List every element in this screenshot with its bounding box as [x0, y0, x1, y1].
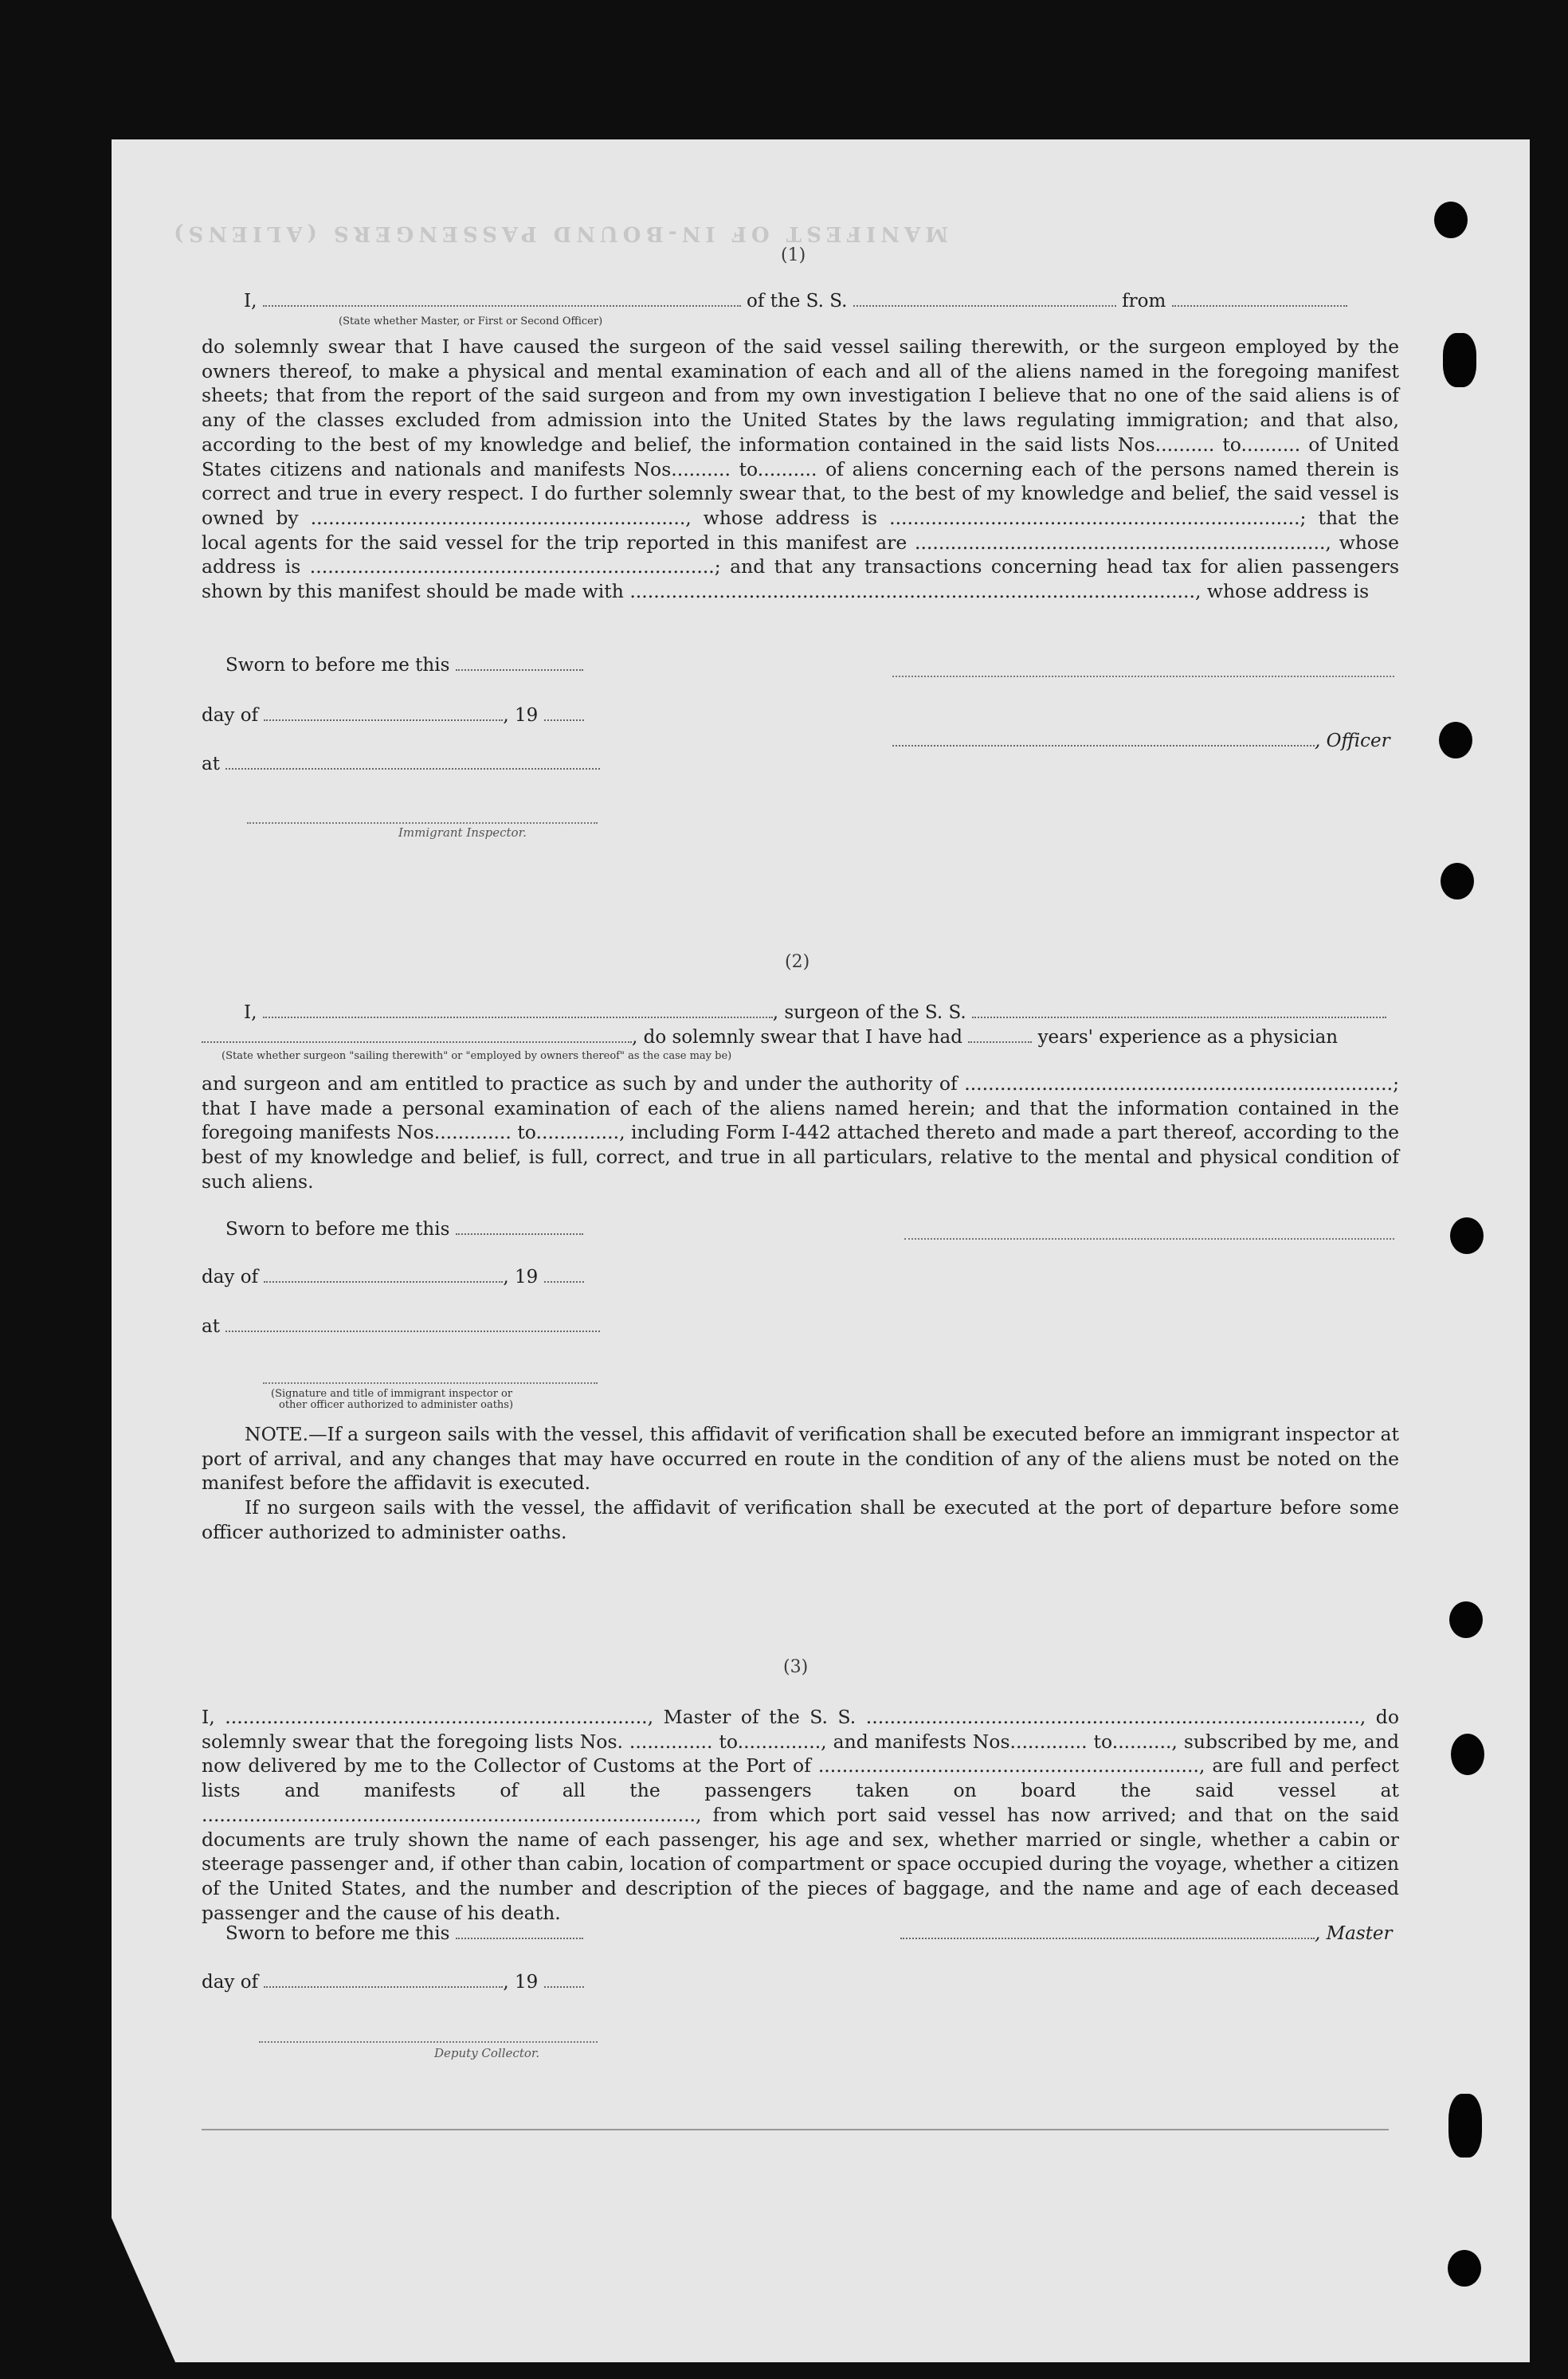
- section1-line1: [244, 291, 1347, 312]
- section1-from: from: [1122, 291, 1166, 312]
- blank-line: [968, 1041, 1032, 1043]
- year-label: , 19: [503, 1972, 539, 1993]
- blank-line: [544, 1985, 584, 1988]
- note-paragraph: [202, 1422, 1399, 1545]
- blank-line: [900, 1937, 1315, 1939]
- binder-hole: [1448, 2250, 1481, 2287]
- binder-hole: [1451, 1734, 1484, 1775]
- year-label: , 19: [503, 1267, 539, 1287]
- collector-signature-line: [259, 2040, 598, 2043]
- blank-line: [972, 1016, 1386, 1018]
- at-label: at: [202, 754, 220, 774]
- blank-line: [544, 1280, 584, 1283]
- inspector-signature-line: [263, 1381, 598, 1384]
- section-number: (2): [785, 952, 810, 972]
- inspector-signature-line: [247, 821, 598, 824]
- note-para-2: If no surgeon sails with the vessel, the affidavit of verification shall be executed at the port of departure before some officer authorized to administer oaths.: [202, 1496, 1399, 1543]
- at-label: at: [202, 1316, 220, 1337]
- note-para-1: NOTE.—If a surgeon sails with the vessel, this affidavit of verification shall be executed before an immigrant inspector at port of arrival, and any changes that may have occurred en route in the condition of any of the aliens must be noted on the manifest before the affidavit is executed.: [202, 1423, 1399, 1495]
- year-label: , 19: [503, 705, 539, 726]
- section3-sworn: [225, 1923, 583, 1944]
- blank-line: [456, 1233, 583, 1235]
- section1-of-ss: of the S. S.: [747, 291, 848, 312]
- sig-note-1: (Signature and title of immigrant inspector or: [271, 1388, 513, 1400]
- blank-line: [225, 767, 600, 770]
- blank-line: [225, 1330, 600, 1332]
- bleed-through-heading: MANIFEST OF IN-BOUND PASSENGERS (ALIENS): [169, 221, 948, 245]
- officer-label: , Officer: [1315, 731, 1390, 751]
- sig-note-2: other officer authorized to administer oaths): [279, 1399, 514, 1411]
- section2-i: I,: [244, 1002, 257, 1023]
- blank-line: [264, 719, 503, 721]
- blank-line: [263, 304, 741, 307]
- master-label: , Master: [1315, 1923, 1393, 1944]
- section2-line2: [202, 1027, 1338, 1048]
- section-number: (3): [783, 1657, 809, 1677]
- blank-line: [264, 1280, 503, 1283]
- deputy-caption: Deputy Collector.: [434, 2046, 540, 2060]
- binder-hole: [1434, 202, 1468, 238]
- officer-signature-line: [892, 674, 1394, 677]
- blank-line: [1172, 304, 1347, 307]
- blank-line: [853, 304, 1116, 307]
- section3-day: [202, 1972, 584, 1993]
- section2-line1: [244, 1002, 1386, 1023]
- day-of-label: day of: [202, 705, 259, 726]
- section1-officer: [892, 731, 1390, 751]
- section2-sworn: [225, 1219, 583, 1240]
- section1-note: (State whether Master, or First or Second Officer): [339, 316, 603, 327]
- swear-label: , do solemnly swear that I have had: [632, 1027, 962, 1048]
- section1-at: [202, 754, 600, 774]
- day-of-label: day of: [202, 1972, 259, 1993]
- inspector-caption: Immigrant Inspector.: [398, 825, 527, 840]
- blank-line: [263, 1016, 773, 1018]
- blank-line: [544, 719, 584, 721]
- section1-sworn: [225, 655, 583, 676]
- section1-i: I,: [244, 291, 257, 312]
- years-label: years' experience as a physician: [1037, 1027, 1339, 1048]
- blank-line: [456, 1937, 583, 1939]
- surgeon-label: , surgeon of the S. S.: [772, 1002, 966, 1023]
- section1-day: [202, 705, 584, 726]
- section2-day: [202, 1267, 584, 1287]
- sworn-label: Sworn to before me this: [225, 1923, 450, 1944]
- blank-line: [202, 1041, 632, 1043]
- section3-master: [900, 1923, 1393, 1944]
- bottom-rule: [202, 2129, 1389, 2130]
- day-of-label: day of: [202, 1267, 259, 1287]
- binder-hole: [1449, 1601, 1483, 1638]
- sworn-label: Sworn to before me this: [225, 1219, 450, 1240]
- section2-body: and surgeon and am entitled to practice as such by and under the authority of ........................................................................; that I have made a personal examination of each of the aliens named herein; and that the information contained in the foregoing manifests Nos............. to.............., including Form I-442 attached thereto and made a part thereof, according to the best of my knowledge and belief, is full, correct, and true in all particulars, relative to the mental and physical condition of such aliens.: [202, 1072, 1399, 1193]
- section2-at: [202, 1316, 600, 1337]
- surgeon-signature-line: [904, 1237, 1394, 1240]
- binder-hole: [1439, 722, 1472, 758]
- section2-note: (State whether surgeon "sailing therewith" or "employed by owners thereof" as the case may be): [221, 1050, 732, 1062]
- binder-hole: [1443, 333, 1476, 387]
- section1-body: do solemnly swear that I have caused the surgeon of the said vessel sailing therewith, or the surgeon employed by the owners thereof, to make a physical and mental examination of each and all of the aliens named in the foregoing manifest sheets; that from the report of the said surgeon and from my own investigation I believe that no one of the said aliens is of any of the classes excluded from admission into the United States by the laws regulating immigration; and that also, according to the best of my knowledge and belief, the information contained in the said lists Nos.......... to.......... of United States citizens and nationals and manifests Nos.......... to.......... of aliens concerning each of the persons named therein is correct and true in every respect. I do further solemnly swear that, to the best of my knowledge and belief, the said vessel is owned by ..............................................................., whose address is .....................................................................; that the local agents for the said vessel for the trip reported in this manifest are ....................................................................., whose address is ....................................................................; and that any transactions concerning head tax for alien passengers shown by this manifest should be made with ..............................................................................................., whose address is: [202, 335, 1399, 603]
- binder-hole: [1450, 1217, 1484, 1254]
- section-number: (1): [781, 245, 806, 265]
- blank-line: [456, 668, 583, 671]
- sworn-label: Sworn to before me this: [225, 655, 450, 676]
- blank-line: [892, 744, 1315, 747]
- binder-hole: [1448, 2094, 1482, 2158]
- binder-hole: [1441, 863, 1474, 899]
- blank-line: [264, 1985, 503, 1988]
- section3-body: I, ......................................................................., Master of the S. S. ..................................................................................., do solemnly swear that the foregoing lists Nos. .............. to.............., and manifests Nos............. to.........., subscribed by me, and now delivered by me to the Collector of Customs at the Port of ................................................................, are full and perfect lists and manifests of all the passengers taken on board the said vessel at ..................................................................................., from which port said vessel has now arrived; and that on the said documents are truly shown the name of each passenger, his age and sex, whether married or single, whether a cabin or steerage passenger and, if other than cabin, location of compartment or space occupied during the voyage, whether a citizen of the United States, and the number and description of the pieces of baggage, and the name and age of each deceased passenger and the cause of his death.: [202, 1706, 1399, 1924]
